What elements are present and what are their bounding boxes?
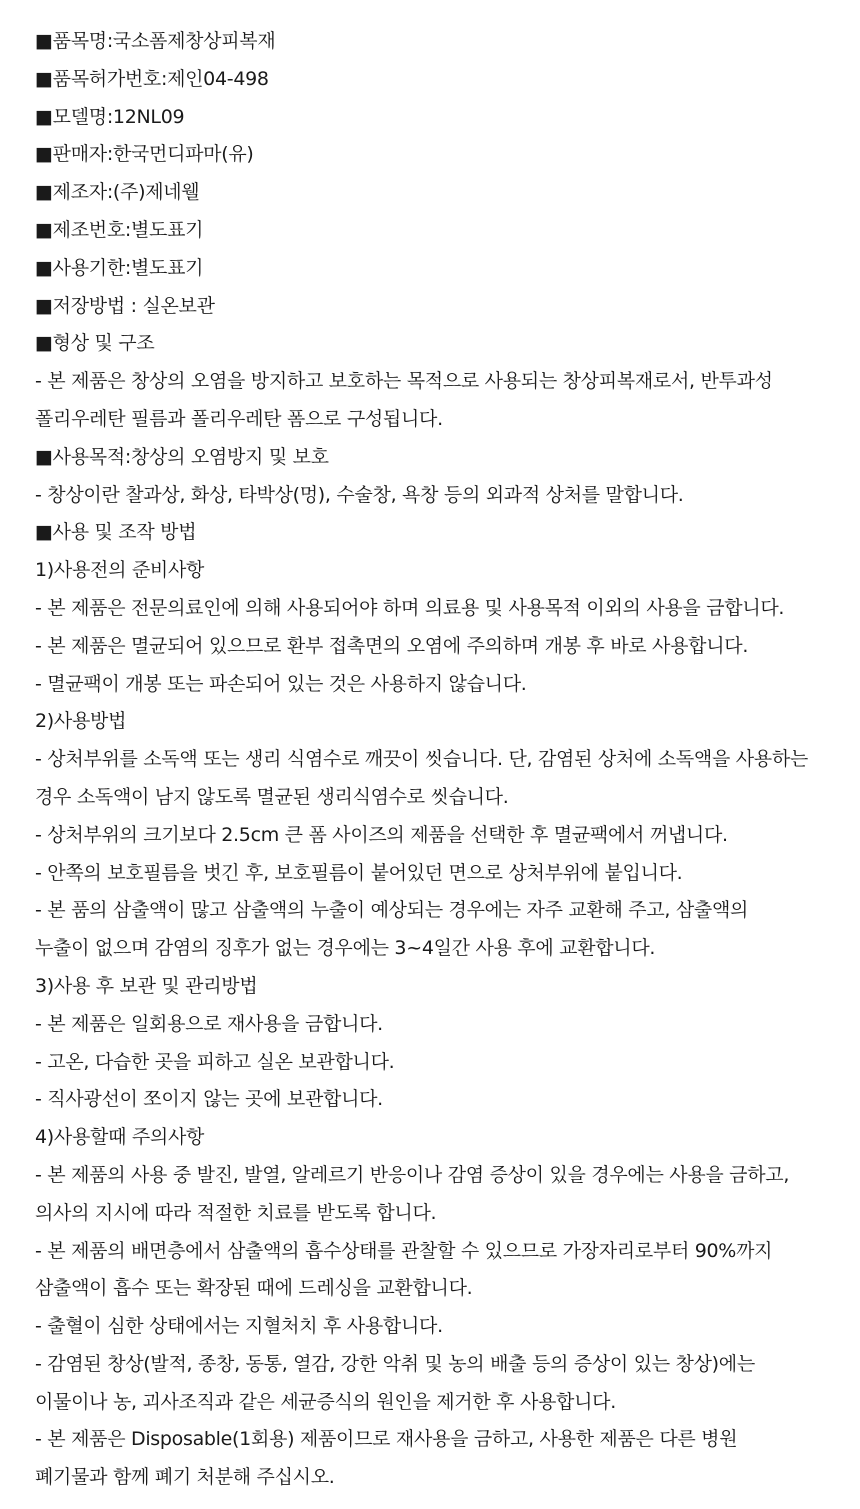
section-heading-usage: ■사용 및 조작 방법 (35, 521, 197, 544)
storage-text-line: - 고온, 다습한 곳을 피하고 실온 보관합니다. (35, 1050, 395, 1073)
info-line-seller: ■판매자:한국먼디파마(유) (35, 143, 254, 166)
method-text-line: - 상처부위의 크기보다 2.5cm 큰 폼 사이즈의 제품을 선택한 후 멸균팩에서 꺼냅니다. (35, 823, 728, 846)
purpose-text-line: - 창상이란 찰과상, 화상, 타박상(멍), 수술창, 욕창 등의 외과적 상처를 말합니다. (35, 483, 684, 506)
structure-text-line: 폴리우레탄 필름과 폴리우레탄 폼으로 구성됩니다. (35, 407, 443, 430)
info-line-product-name: ■품목명:국소폼제창상피복재 (35, 30, 276, 52)
preparation-text-line: - 멸균팩이 개봉 또는 파손되어 있는 것은 사용하지 않습니다. (35, 672, 527, 695)
preparation-text-line: - 본 제품은 멸균되어 있으므로 환부 접촉면의 오염에 주의하며 개봉 후 바로 사용합니다. (35, 634, 749, 657)
precaution-text-line: - 본 제품은 Disposable(1회용) 제품이므로 재사용을 금하고, 사용한 제품은 다른 병원 (35, 1428, 738, 1451)
method-text-line: - 본 품의 삼출액이 많고 삼출액의 누출이 예상되는 경우에는 자주 교환해 주고, 삼출액의 (35, 899, 749, 922)
preparation-text-line: - 본 제품은 전문의료인에 의해 사용되어야 하며 의료용 및 사용목적 이외의 사용을 금합니다. (35, 596, 785, 619)
method-text-line: - 안쪽의 보호필름을 벗긴 후, 보호필름이 붙어있던 면으로 상처부위에 붙입니다. (35, 861, 683, 884)
precaution-text-line: - 출혈이 심한 상태에서는 지혈처치 후 사용합니다. (35, 1315, 443, 1338)
precaution-text-line: 폐기물과 함께 폐기 처분해 주십시오. (35, 1466, 335, 1489)
info-line-expiry: ■사용기한:별도표기 (35, 256, 204, 279)
subsection-heading-method: 2)사용방법 (35, 710, 127, 733)
info-line-lot-number: ■제조번호:별도표기 (35, 218, 204, 241)
precaution-text-line: - 감염된 창상(발적, 종창, 동통, 열감, 강한 악취 및 농의 배출 등의 증상이 있는 창상)에는 (35, 1352, 755, 1375)
method-text-line: 누출이 없으며 감염의 징후가 없는 경우에는 3~4일간 사용 후에 교환합니다. (35, 937, 656, 960)
precaution-text-line: 이물이나 농, 괴사조직과 같은 세균증식의 원인을 제거한 후 사용합니다. (35, 1390, 616, 1413)
info-line-approval-number: ■품목허가번호:제인04-498 (35, 67, 269, 90)
structure-text-line: - 본 제품은 창상의 오염을 방지하고 보호하는 목적으로 사용되는 창상피복재로서, 반투과성 (35, 370, 773, 393)
section-heading-structure: ■형상 및 구조 (35, 332, 155, 355)
info-line-model-name: ■모델명:12NL09 (35, 105, 185, 128)
section-heading-purpose: ■사용목적:창상의 오염방지 및 보호 (35, 445, 329, 468)
precaution-text-line: - 본 제품의 배면층에서 삼출액의 흡수상태를 관찰할 수 있으므로 가장자리로부터 90%까지 (35, 1239, 773, 1262)
subsection-heading-preparation: 1)사용전의 준비사항 (35, 559, 205, 582)
method-text-line: - 상처부위를 소독액 또는 생리 식염수로 깨끗이 씻습니다. 단, 감염된 상처에 소독액을 사용하는 (35, 748, 808, 771)
method-text-line: 경우 소독액이 남지 않도록 멸균된 생리식염수로 씻습니다. (35, 785, 509, 808)
product-info-document (35, 23, 848, 1497)
precaution-text-line: 삼출액이 흡수 또는 확장된 때에 드레싱을 교환합니다. (35, 1277, 473, 1300)
info-line-storage: ■저장방법 : 실온보관 (35, 294, 215, 317)
storage-text-line: - 직사광선이 쪼이지 않는 곳에 보관합니다. (35, 1088, 383, 1111)
precaution-text-line: 의사의 지시에 따라 적절한 치료를 받도록 합니다. (35, 1201, 437, 1224)
subsection-heading-storage-after-use: 3)사용 후 보관 및 관리방법 (35, 974, 258, 997)
subsection-heading-precautions: 4)사용할때 주의사항 (35, 1126, 205, 1149)
precaution-text-line: - 본 제품의 사용 중 발진, 발열, 알레르기 반응이나 감염 증상이 있을 경우에는 사용을 금하고, (35, 1163, 790, 1186)
storage-text-line: - 본 제품은 일회용으로 재사용을 금합니다. (35, 1012, 383, 1035)
info-line-manufacturer: ■제조자:(주)제네웰 (35, 181, 200, 204)
